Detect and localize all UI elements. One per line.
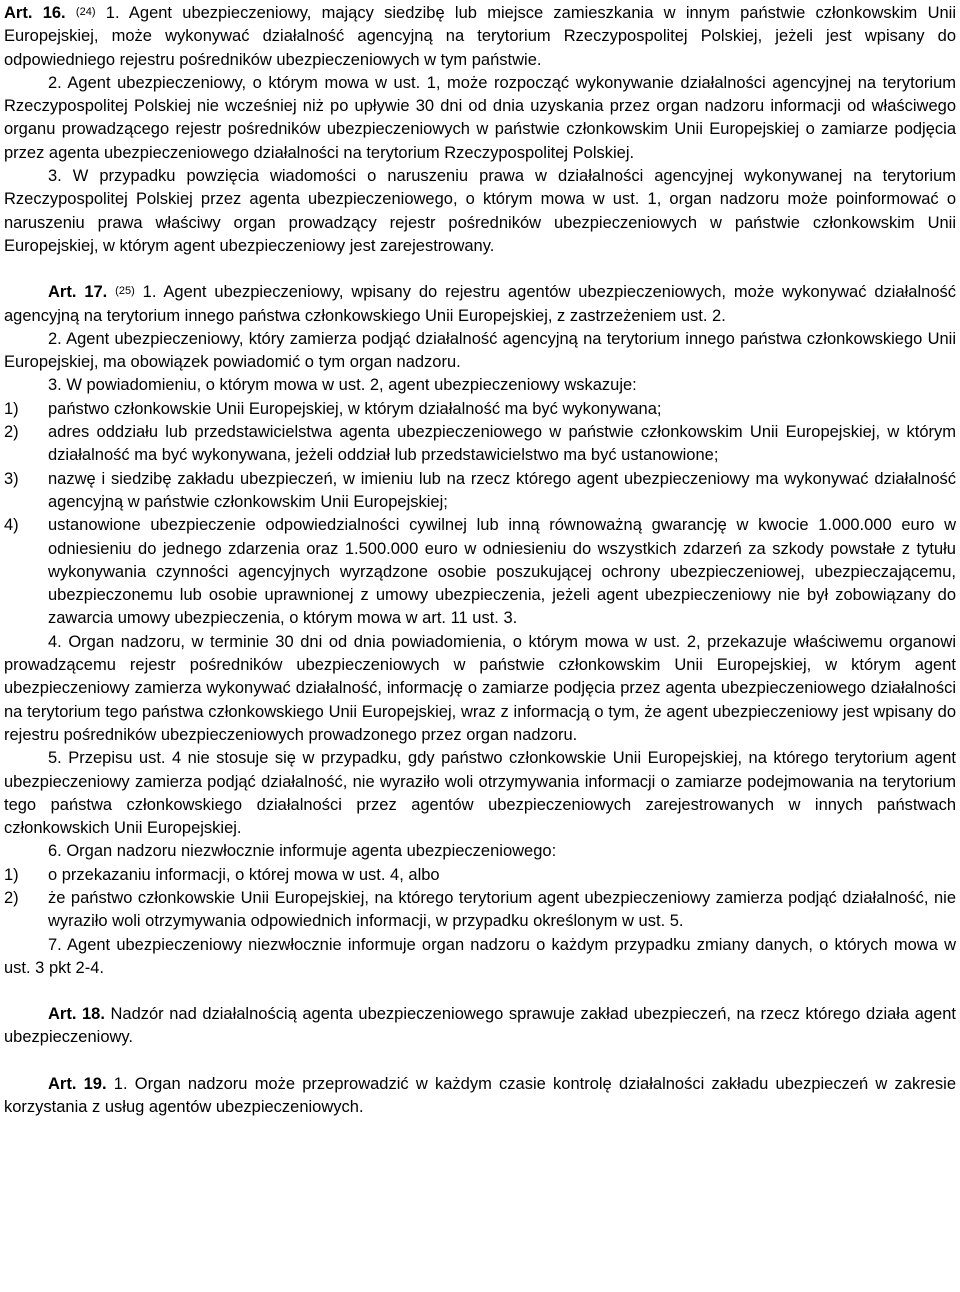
- art16-para1-text: 1. Agent ubezpieczeniowy, mający siedzibę lub miejsce zamieszkania w innym państwie członkowskim Unii Europejskiej, może wykonywać działalność agencyjną na terytorium Rzeczypospolitej Polskiej, jeżeli jest wpisany do odpowiedniego rejestru pośredników ubezpieczeniowych w tym państwie.: [4, 4, 956, 69]
- spacer: [4, 258, 956, 281]
- list-item-number: 3): [4, 469, 19, 488]
- art16-para1: [4, 2, 956, 72]
- art16-label: Art. 16.: [4, 4, 66, 22]
- art17-para7: 7. Agent ubezpieczeniowy niezwłocznie informuje organ nadzoru o każdym przypadku zmiany danych, o których mowa w ust. 3 pkt 2-4.: [4, 935, 956, 977]
- list-item-text: o przekazaniu informacji, o której mowa w ust. 4, albo: [48, 865, 440, 884]
- document-page: [4, 2, 956, 1119]
- art17-para3: 3. W powiadomieniu, o którym mowa w ust. 2, agent ubezpieczeniowy wskazuje:: [48, 376, 637, 395]
- art19-text: 1. Organ nadzoru może przeprowadzić w każdym czasie kontrolę działalności zakładu ubezpieczeń w zakresie korzystania z usług agentów ubezpieczeniowych.: [4, 1074, 956, 1117]
- art18-label: Art. 18.: [48, 1005, 105, 1024]
- list-item: [4, 514, 956, 630]
- art19-label: Art. 19.: [48, 1074, 107, 1093]
- art18-text: Nadzór nad działalnością agenta ubezpieczeniowego sprawuje zakład ubezpieczeń, na rzecz którego działa agent ubezpieczeniowy.: [4, 1005, 956, 1047]
- art17-para5: 5. Przepisu ust. 4 nie stosuje się w przypadku, gdy państwo członkowskie Unii Europejskiej, na którego terytorium agent ubezpieczeniowy zamierza podjąć działalność, nie wyraziło woli otrzymywania informacji o zamiarze podejmowania na terytorium tego państwa członkowskiego działalności przez agentów ubezpieczeniowych zarejestrowanych w innych państwach członkowskich Unii Europejskiej.: [4, 749, 956, 838]
- art17-label: Art. 17.: [48, 283, 108, 302]
- list-item-number: 2): [4, 888, 19, 907]
- list-item-text: adres oddziału lub przedstawicielstwa agenta ubezpieczeniowego w państwie członkowskim Unii Europejskiej, w którym działalność ma być wykonywana, jeżeli oddział lub przedstawicielstwo ma być ustanowione;: [48, 423, 956, 465]
- list-item-text: że państwo członkowskie Unii Europejskiej, na którego terytorium agent ubezpieczeniowy zamierza podjąć działalność, nie wyraziło woli otrzymywania odpowiednich informacji, w przypadku określonym w ust. 5.: [48, 888, 956, 931]
- list-item: [4, 864, 956, 887]
- art19-para: [4, 1073, 956, 1120]
- list-item-number: 1): [4, 865, 19, 884]
- art17-para2: 2. Agent ubezpieczeniowy, który zamierza podjąć działalność agencyjną na terytorium innego państwa członkowskiego Unii Europejskiej, ma obowiązek powiadomić o tym organ nadzoru.: [4, 329, 956, 372]
- list-item-number: 2): [4, 423, 19, 442]
- list-item: [4, 421, 956, 468]
- list-item: [4, 468, 956, 515]
- list-item: [4, 887, 956, 934]
- art17-para1: [4, 281, 956, 328]
- list-item-number: 1): [4, 399, 19, 418]
- art18-para: [4, 1003, 956, 1050]
- art17-para1-text: 1. Agent ubezpieczeniowy, wpisany do rejestru agentów ubezpieczeniowych, może wykonywać działalność agencyjną na terytorium innego państwa członkowskiego Unii Europejskiej, z zastrzeżeniem ust. 2.: [4, 283, 956, 325]
- art17-para6-list: [4, 864, 956, 934]
- art16-para2: 2. Agent ubezpieczeniowy, o którym mowa w ust. 1, może rozpocząć wykonywanie działalności agencyjnej na terytorium Rzeczypospolitej Polskiej nie wcześniej niż po upływie 30 dni od dnia uzyskania przez organ nadzoru informacji od właściwego organu prowadzącego rejestr pośredników ubezpieczeniowych w państwie członkowskim Unii Europejskiej o zamiarze podjęcia przez agenta ubezpieczeniowego działalności na terytorium Rzeczypospolitej Polskiej.: [4, 73, 956, 162]
- art17-para3-list: [4, 398, 956, 631]
- art17-para4: 4. Organ nadzoru, w terminie 30 dni od dnia powiadomienia, o którym mowa w ust. 2, przekazuje właściwemu organowi prowadzącemu rejestr pośredników ubezpieczeniowych w państwie członkowskim Unii Europejskiej, w którym agent ubezpieczeniowy zamierza wykonywać działalność, informację o zamiarze podjęcia przez agenta ubezpieczeniowego działalności na terytorium tego państwa członkowskiego Unii Europejskiej, wraz z informacją o tym, że agent ubezpieczeniowy jest wpisany do rejestru pośredników ubezpieczeniowych prowadzonego przez organ nadzoru.: [4, 632, 956, 744]
- list-item-text: ustanowione ubezpieczenie odpowiedzialności cywilnej lub inną równoważną gwarancję w kwocie 1.000.000 euro w odniesieniu do jednego zdarzenia oraz 1.500.000 euro w odniesieniu do wszystkich zdarzeń za szkody powstałe z tytułu wykonywania czynności agencyjnych wyrządzone osobie poszukującej ochrony ubezpieczeniowej, ubezpieczającemu, ubezpieczonemu lub osobie uprawnionej z umowy ubezpieczenia, jeżeli agent ubezpieczeniowy nie był zobowiązany do zawarcia umowy ubezpieczenia, o którym mowa w art. 11 ust. 3.: [48, 516, 956, 628]
- art16-footnote: (24): [75, 6, 96, 18]
- list-item-text: państwo członkowskie Unii Europejskiej, w którym działalność ma być wykonywana;: [48, 399, 662, 418]
- list-item-number: 4): [4, 516, 19, 535]
- art17-footnote: (25): [115, 285, 135, 298]
- spacer: [4, 1050, 956, 1073]
- art16-para3: 3. W przypadku powzięcia wiadomości o naruszeniu prawa w działalności agencyjnej wykonywanej na terytorium Rzeczypospolitej Polskiej przez agenta ubezpieczeniowego, o którym mowa w ust. 1, organ nadzoru może poinformować o naruszeniu prawa właściwy organ prowadzący rejestr pośredników ubezpieczeniowych w państwie członkowskim Unii Europejskiej, w którym agent ubezpieczeniowy jest zarejestrowany.: [4, 167, 956, 255]
- art17-para6: 6. Organ nadzoru niezwłocznie informuje agenta ubezpieczeniowego:: [48, 842, 557, 861]
- spacer: [4, 980, 956, 1003]
- list-item: [4, 398, 956, 421]
- list-item-text: nazwę i siedzibę zakładu ubezpieczeń, w imieniu lub na rzecz którego agent ubezpieczeniowy ma wykonywać działalność agencyjną w państwie członkowskim Unii Europejskiej;: [48, 469, 956, 511]
